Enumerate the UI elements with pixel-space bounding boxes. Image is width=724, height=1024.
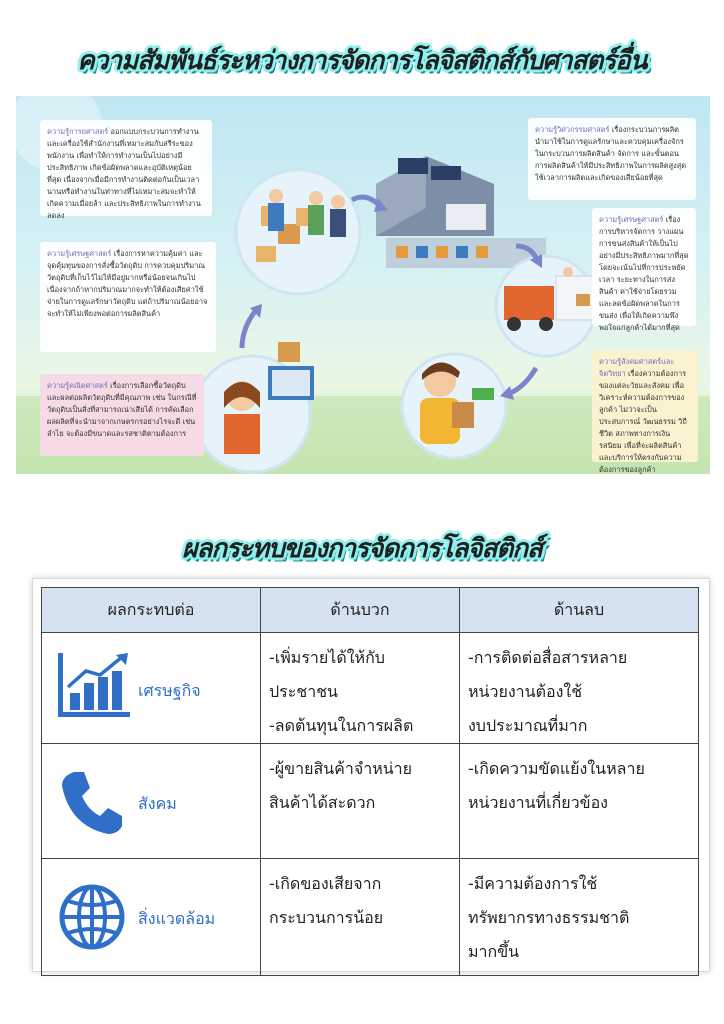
globe-icon — [58, 883, 126, 951]
table-row — [42, 859, 699, 976]
category-environment — [42, 859, 261, 976]
positive-cell: -เพิ่มรายได้ให้กับ ประชาชน -ลดต้นทุนในการผลิต — [261, 633, 460, 744]
impact-table-card — [32, 578, 710, 972]
header-negative: ด้านลบ — [459, 588, 698, 633]
table-row — [42, 744, 699, 859]
positive-cell: -เกิดของเสียจาก กระบวนการน้อย — [261, 859, 460, 976]
negative-cell: -เกิดความขัดแย้งในหลาย หน่วยงานที่เกี่ยวข้อง — [459, 744, 698, 859]
negative-cell: -มีความต้องการใช้ ทรัพยากรทางธรรมชาติ มากขึ้น — [459, 859, 698, 976]
table-header-row — [42, 588, 699, 633]
header-positive: ด้านบวก — [261, 588, 460, 633]
impact-table — [41, 587, 699, 976]
category-label: สิ่งแวดล้อม — [138, 909, 216, 928]
positive-cell: -ผู้ขายสินค้าจำหน่าย สินค้าได้สะดวก — [261, 744, 460, 859]
header-impact-on: ผลกระทบต่อ — [42, 588, 261, 633]
note-economics-transport: ความรู้เศรษฐศาสตร์ เรื่องการบริหารจัดการ วางแผนการขนส่งสินค้าให้เป็นไปอย่างมีประสิทธิภาพมากที่สุด โดยจะเน้นไปที่การประหยัดเวลา ระยะทางในการส่งสินค้า ค่าใช้จ่ายโดยรวม และลดข้อผิดพลาดในการขนส่ง เพื่อให้เกิดความพึงพอใจแก่ลูกค้าได้มากที่สุด — [592, 208, 696, 326]
category-label: สังคม — [138, 794, 177, 813]
note-ergonomics: ความรู้การยศาสตร์ ออกแบบกระบวนการทำงานและเครื่องใช้สำนักงานที่เหมาะสมกับสรีระของพนักงาน เพื่อทำให้การทำงานเป็นไปอย่างมีประสิทธิภาพ เกิดข้อผิดพลาดและอุบัติเหตุน้อยที่สุด เนื่องจากเมื่อมีการทำงานติดต่อกันเป็นเวลานานหรือทำงานในท่าทางที่ไม่เหมาะสมจะทำให้เกิดความเมื่อยล้า และประสิทธิภาพในการทำงานลดลง — [40, 120, 212, 216]
category-label: เศรษฐกิจ — [138, 681, 201, 700]
negative-cell: -การติดต่อสื่อสารหลาย หน่วยงานต้องใช้ งบประมาณที่มาก — [459, 633, 698, 744]
category-economy — [42, 633, 261, 744]
phone-icon — [60, 770, 122, 836]
logistics-infographic — [16, 96, 710, 474]
page-title-relationship: ความสัมพันธ์ระหว่างการจัดการโลจิสติกส์กับศาสตร์อื่น — [77, 46, 647, 76]
note-mathematics: ความรู้คณิตศาสตร์ เรื่องการเลือกซื้อวัตถุดิบและผลต่อผลิตวัตถุดิบที่มีคุณภาพ เช่น ในกรณีที่วัตถุดิบเป็นสิ่งที่สามารถเน่าเสียได้ การคัดเลือกผลผลิตที่จะนำมาจากเกษตรกรอย่างไรจะดี เช่น ลำไย จะต้องมีขนาดและรสชาติตามต้องการ — [40, 374, 204, 456]
note-social-psychology: ความรู้สังคมศาสตร์และจิตวิทยา เรื่องความต้องการของแต่ละวัยและสังคม เพื่อวิเคราะห์ความต้องการของลูกค้า ไม่ว่าจะเป็นประสบการณ์ วัฒนธรรม วิถีชีวิต สภาพทางการเงิน รสนิยม เพื่อที่จะผลิตสินค้าและบริการให้ตรงกับความต้องการของลูกค้า — [592, 350, 698, 462]
note-economics-materials: ความรู้เศรษฐศาสตร์ เรื่องการหาความคุ้มค่า และจุดคุ้มทุนของการสั่งซื้อวัตถุดิบ การควบคุมปริมาณวัตถุดิบที่เก็บไว้ไม่ให้มีอยู่มากหรือน้อยจนเกินไป เนื่องจากถ้าหากปริมาณมากจะทำให้ต้องเสียค่าใช้จ่ายในการดูแลรักษาวัตถุดิบ แต่ถ้าปริมาณน้อยอาจจะทำให้ไม่เพียงพอต่อการผลิตสินค้า — [40, 242, 216, 352]
shopper-illustration — [402, 354, 506, 458]
section-title-impact: ผลกระทบของการจัดการโลจิสติกส์ — [182, 534, 542, 564]
note-engineering: ความรู้วิศวกรรมศาสตร์ เรื่องกระบวนการผลิต นำมาใช้ในการดูแลรักษาและควบคุมเครื่องจักรในกระบวนการผลิตสินค้า จัดการ และขั้นตอนการผลิตสินค้าให้มีประสิทธิภาพในการผลิตสูงสุด ใช้เวลาการผลิตและเกิดของเสียน้อยที่สุด — [528, 118, 696, 200]
truck-illustration — [496, 256, 600, 356]
category-society — [42, 744, 261, 859]
call-center-illustration — [194, 342, 314, 472]
bar-chart-growth-icon — [56, 653, 132, 719]
warehouse-workers-illustration — [236, 170, 360, 294]
table-row — [42, 633, 699, 744]
factory-illustration — [376, 156, 546, 268]
